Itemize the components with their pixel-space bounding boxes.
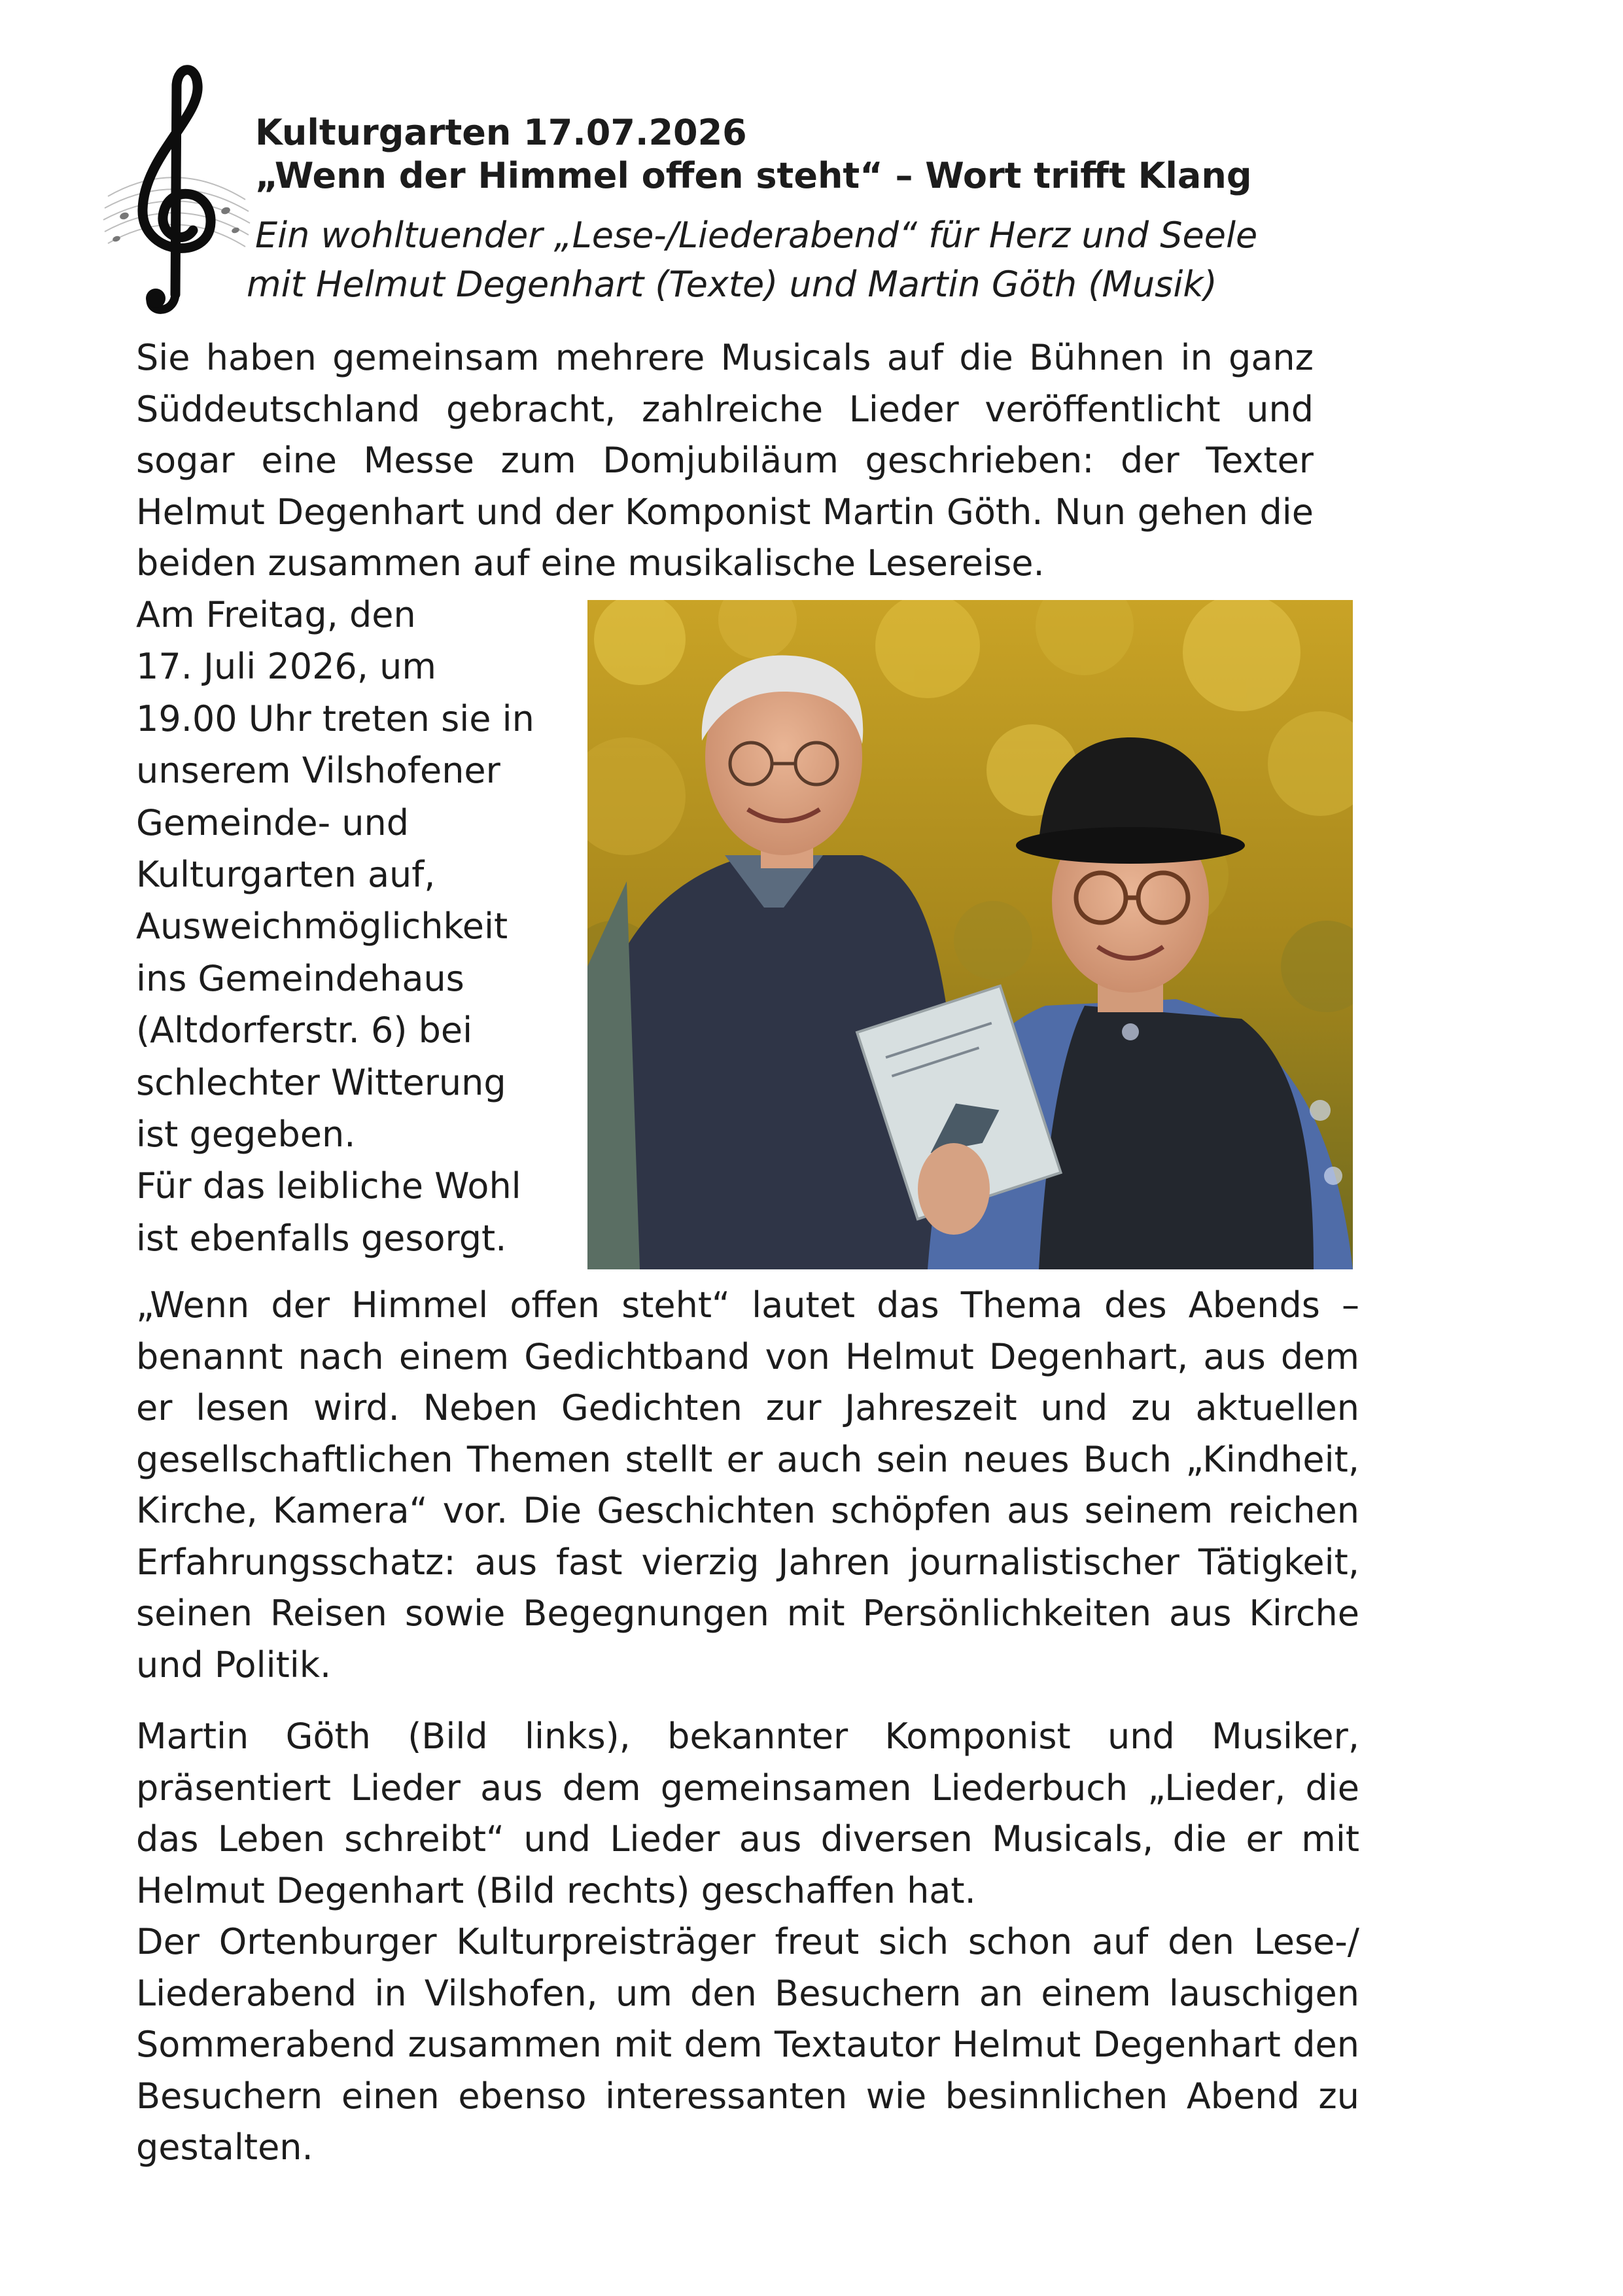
event-details-line: ins Gemeindehaus: [136, 957, 464, 999]
header-subtitle-line-2: mit Helmut Degenhart (Texte) und Martin Göth (Musik): [247, 264, 1217, 305]
event-details-line: Am Freitag, den: [136, 594, 416, 635]
event-details-line: 17. Juli 2026, um: [136, 646, 436, 688]
ortenburger-paragraph: Der Ortenburger Kulturpreisträger freut sich schon auf den Lese-/ Liederabend in Vilshofen, um den Besuchern an einem lauschigen Sommerabend zusammen mit dem Textautor Helmut Degenhart den Besuchern einen ebenso interessanten wie besinnlichen Abend zu gestalten.: [136, 1921, 1359, 2168]
event-details-line: Kulturgarten auf,: [136, 854, 436, 896]
event-details-line: 19.00 Uhr treten sie in: [136, 698, 534, 739]
thema-paragraph: „Wenn der Himmel offen steht“ lautet das Thema des Abends – benannt nach einem Gedichtband von Helmut Degenhart, aus dem er lesen wird. Neben Gedichten zur Jahreszeit und zu aktuellen gesellschaftlichen Themen stellt er auch sein neues Buch „Kindheit, Kirche, Kamera“ vor. Die Geschichten schöpfen aus seinem reichen Erfahrungsschatz: aus fast vierzig Jahren journalistischer Tätigkeit, seinen Reisen sowie Begegnungen mit Persönlichkeiten aus Kirche und Politik.: [136, 1284, 1359, 1686]
header-title-line-2: „Wenn der Himmel offen steht“ – Wort trifft Klang: [255, 155, 1252, 196]
event-details-line: unserem Vilshofener: [136, 750, 500, 792]
header-subtitle-line-1: Ein wohltuender „Lese-/Liederabend“ für Herz und Seele: [255, 215, 1258, 256]
photo-two-men: [587, 600, 1353, 1269]
header: [247, 111, 1367, 309]
event-details-line: (Altdorferstr. 6) bei: [136, 1010, 473, 1051]
event-details-line: Gemeinde- und: [136, 802, 409, 843]
event-details-line: ist gegeben.: [136, 1114, 356, 1156]
event-details-line: ist ebenfalls gesorgt.: [136, 1217, 507, 1259]
event-details-line: schlechter Witterung: [136, 1061, 506, 1103]
header-title-line-1: Kulturgarten 17.07.2026: [255, 112, 747, 153]
intro-paragraph: Sie haben gemeinsam mehrere Musicals auf die Bühnen in ganz Süddeutschland gebracht, zahlreiche Lieder veröffentlicht und sogar eine Messe zum Domjubiläum geschrieben: der Texter Helmut Degenhart und der Komponist Martin Göth. Nun gehen die beiden zusammen auf eine musikalische Lesereise.: [136, 337, 1314, 584]
goeth-paragraph: Martin Göth (Bild links), bekannter Komponist und Musiker, präsentiert Lieder aus dem gemeinsamen Liederbuch „Lieder, die das Leben schreibt“ und Lieder aus diversen Musicals, die er mit Helmut Degenhart (Bild rechts) geschaffen hat.: [136, 1716, 1359, 1911]
event-details: [136, 589, 568, 1264]
event-details-line: Ausweichmöglichkeit: [136, 906, 508, 947]
event-details-line: Für das leibliche Wohl: [136, 1165, 521, 1207]
treble-clef-icon: [98, 59, 255, 321]
